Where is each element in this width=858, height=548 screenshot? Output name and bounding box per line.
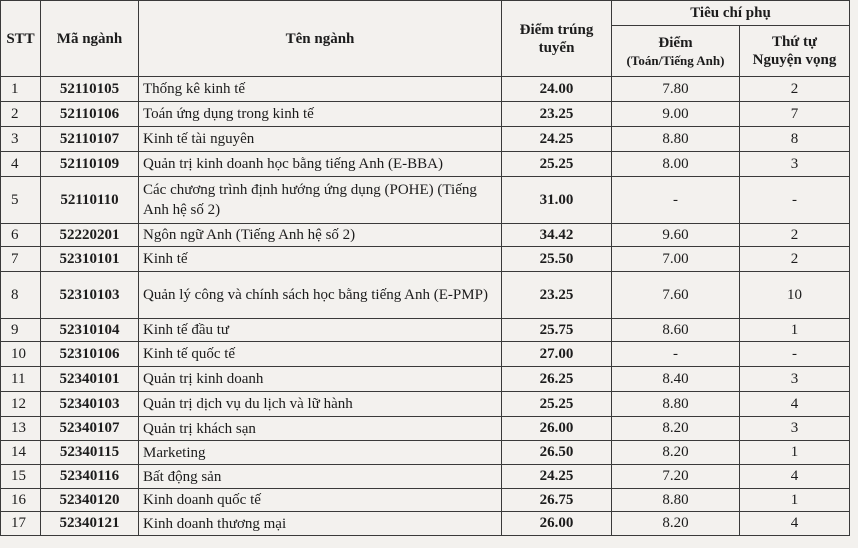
cell-stt: 6 [1, 224, 41, 247]
cell-points: 7.80 [612, 77, 740, 102]
cell-order: 1 [740, 441, 850, 465]
header-order-line1: Thứ tự [771, 34, 818, 50]
table-row [1, 77, 850, 102]
cell-code: 52340103 [41, 392, 139, 417]
table-row [1, 102, 850, 127]
cell-points: 7.60 [612, 272, 740, 319]
cell-stt: 17 [1, 512, 41, 536]
cell-score: 24.25 [502, 465, 612, 489]
cell-score: 26.25 [502, 367, 612, 392]
table-row [1, 319, 850, 342]
cell-score: 25.75 [502, 319, 612, 342]
cell-code: 52340101 [41, 367, 139, 392]
cell-stt: 11 [1, 367, 41, 392]
cell-code: 52220201 [41, 224, 139, 247]
cell-stt: 14 [1, 441, 41, 465]
cell-code: 52310104 [41, 319, 139, 342]
cell-name: Kinh tế [139, 247, 502, 272]
cell-points: 8.00 [612, 152, 740, 177]
cell-points: - [612, 177, 740, 224]
table-row [1, 441, 850, 465]
cell-code: 52340107 [41, 417, 139, 441]
cell-score: 24.25 [502, 127, 612, 152]
table-row [1, 465, 850, 489]
header-criteria: Tiêu chí phụ [612, 1, 850, 26]
cell-score: 23.25 [502, 272, 612, 319]
cell-order: 2 [740, 224, 850, 247]
cell-order: 3 [740, 152, 850, 177]
cell-score: 26.00 [502, 417, 612, 441]
cell-points: 8.80 [612, 489, 740, 512]
cell-points: 7.20 [612, 465, 740, 489]
cell-points: 8.40 [612, 367, 740, 392]
cell-code: 52310101 [41, 247, 139, 272]
cell-score: 26.00 [502, 512, 612, 536]
table-row [1, 272, 850, 319]
cell-stt: 12 [1, 392, 41, 417]
table-row [1, 342, 850, 367]
header-score-line1: Điểm trúng [519, 21, 594, 38]
cell-name: Bất động sản [139, 465, 502, 489]
header-name: Tên ngành [139, 1, 502, 77]
cell-score: 26.75 [502, 489, 612, 512]
cell-name: Quản lý công và chính sách học bằng tiếng Anh (E-PMP) [139, 272, 502, 319]
cell-order: 4 [740, 392, 850, 417]
cell-score: 27.00 [502, 342, 612, 367]
cell-code: 52340115 [41, 441, 139, 465]
cell-name: Marketing [139, 441, 502, 465]
cell-score: 25.25 [502, 152, 612, 177]
cell-score: 31.00 [502, 177, 612, 224]
cell-order: - [740, 177, 850, 224]
table-row [1, 392, 850, 417]
cell-stt: 10 [1, 342, 41, 367]
cell-stt: 7 [1, 247, 41, 272]
cell-order: 3 [740, 367, 850, 392]
cell-score: 23.25 [502, 102, 612, 127]
cell-score: 26.50 [502, 441, 612, 465]
cell-order: 2 [740, 247, 850, 272]
cell-order: 2 [740, 77, 850, 102]
table-body [1, 77, 850, 536]
cell-code: 52340116 [41, 465, 139, 489]
cell-stt: 4 [1, 152, 41, 177]
cell-name: Quản trị kinh doanh học bằng tiếng Anh (E-BBA) [139, 152, 502, 177]
header-code: Mã ngành [41, 1, 139, 77]
header-points [612, 26, 740, 77]
cell-code: 52110109 [41, 152, 139, 177]
cell-order: 1 [740, 319, 850, 342]
cell-code: 52310103 [41, 272, 139, 319]
cell-stt: 15 [1, 465, 41, 489]
cell-score: 25.50 [502, 247, 612, 272]
header-stt: STT [1, 1, 41, 77]
cell-name: Kinh doanh quốc tế [139, 489, 502, 512]
cell-name: Quản trị kinh doanh [139, 367, 502, 392]
cell-name: Các chương trình định hướng ứng dụng (POHE) (Tiếng Anh hệ số 2) [139, 177, 502, 224]
cell-points: 8.80 [612, 392, 740, 417]
header-points-line1: Điểm [658, 34, 693, 51]
cell-stt: 3 [1, 127, 41, 152]
cell-name: Quản trị khách sạn [139, 417, 502, 441]
table-row [1, 224, 850, 247]
table-header [1, 1, 850, 77]
cell-order: 3 [740, 417, 850, 441]
cell-score: 25.25 [502, 392, 612, 417]
table-row [1, 489, 850, 512]
cell-order: 10 [740, 272, 850, 319]
cell-stt: 2 [1, 102, 41, 127]
cell-order: 8 [740, 127, 850, 152]
cell-name: Quản trị dịch vụ du lịch và lữ hành [139, 392, 502, 417]
cell-name: Kinh tế đầu tư [139, 319, 502, 342]
cell-code: 52110105 [41, 77, 139, 102]
table-row [1, 152, 850, 177]
cell-code: 52340121 [41, 512, 139, 536]
cell-name: Kinh tế quốc tế [139, 342, 502, 367]
cell-stt: 16 [1, 489, 41, 512]
table-row [1, 247, 850, 272]
cell-order: 7 [740, 102, 850, 127]
cell-points: 8.60 [612, 319, 740, 342]
cell-stt: 5 [1, 177, 41, 224]
cell-code: 52110106 [41, 102, 139, 127]
header-score [502, 1, 612, 77]
cell-points: 7.00 [612, 247, 740, 272]
cell-code: 52340120 [41, 489, 139, 512]
header-score-line2: tuyển [538, 39, 575, 56]
table-row [1, 177, 850, 224]
cell-name: Thống kê kinh tế [139, 77, 502, 102]
cell-score: 24.00 [502, 77, 612, 102]
table-row [1, 127, 850, 152]
cell-stt: 13 [1, 417, 41, 441]
cell-name: Kinh doanh thương mại [139, 512, 502, 536]
cell-order: 4 [740, 465, 850, 489]
header-order [740, 26, 850, 77]
cell-stt: 1 [1, 77, 41, 102]
cell-points: 8.20 [612, 417, 740, 441]
cell-code: 52110107 [41, 127, 139, 152]
cell-points: - [612, 342, 740, 367]
header-order-line2: Nguyện vọng [752, 52, 837, 68]
cell-score: 34.42 [502, 224, 612, 247]
cell-points: 8.20 [612, 441, 740, 465]
cell-stt: 9 [1, 319, 41, 342]
header-points-line2: (Toán/Tiếng Anh) [626, 52, 725, 68]
cell-order: - [740, 342, 850, 367]
cell-code: 52110110 [41, 177, 139, 224]
cell-points: 8.80 [612, 127, 740, 152]
cell-order: 1 [740, 489, 850, 512]
cell-order: 4 [740, 512, 850, 536]
cell-name: Ngôn ngữ Anh (Tiếng Anh hệ số 2) [139, 224, 502, 247]
cell-points: 8.20 [612, 512, 740, 536]
cell-code: 52310106 [41, 342, 139, 367]
table-row [1, 367, 850, 392]
table-row [1, 417, 850, 441]
cell-points: 9.00 [612, 102, 740, 127]
cell-stt: 8 [1, 272, 41, 319]
table-row [1, 512, 850, 536]
cell-points: 9.60 [612, 224, 740, 247]
cell-name: Toán ứng dụng trong kinh tế [139, 102, 502, 127]
cell-name: Kinh tế tài nguyên [139, 127, 502, 152]
